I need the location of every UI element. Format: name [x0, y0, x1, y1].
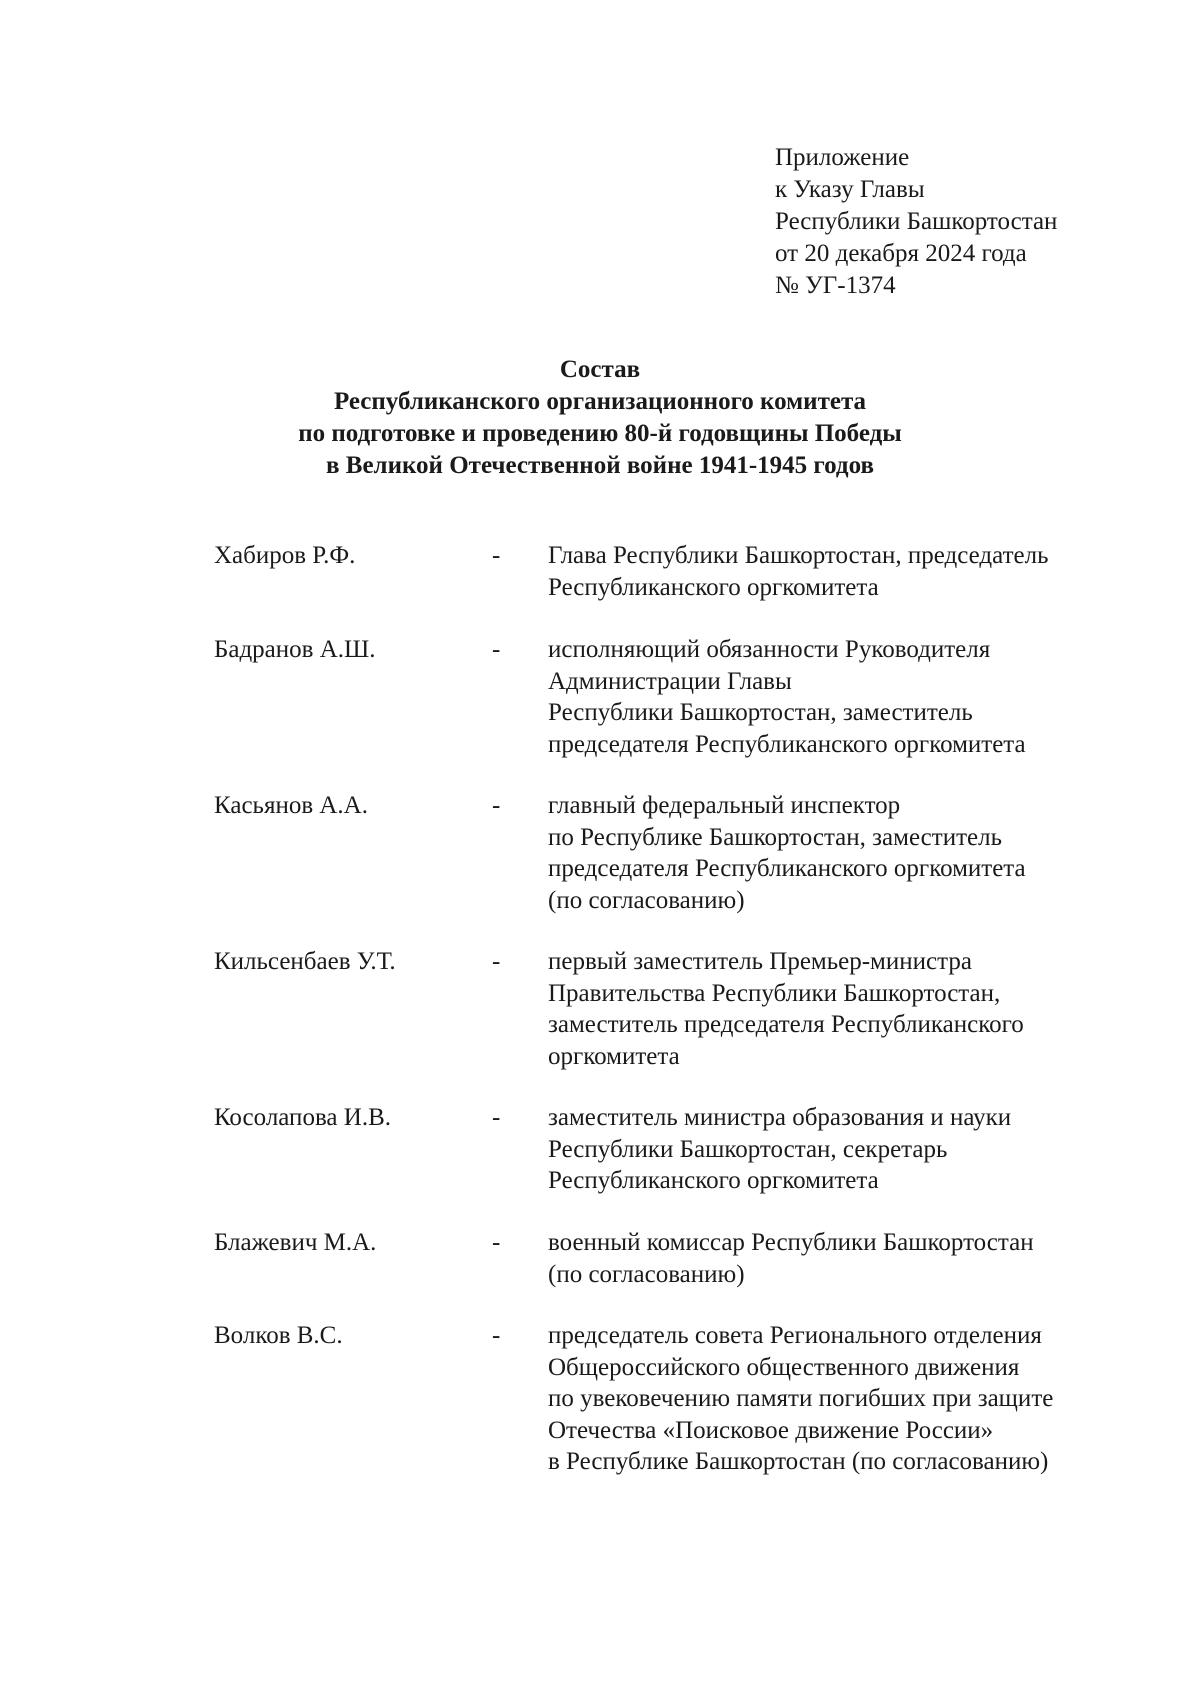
role-line: председателя Республиканского оргкомитета	[548, 855, 1026, 882]
member-dash: -	[492, 1229, 501, 1256]
role-line: Отечества «Поисковое движение России»	[548, 1416, 994, 1444]
member-name: Блажевич М.А.	[214, 1229, 377, 1256]
role-line: заместитель председателя Республиканского	[548, 1011, 1024, 1038]
role-line: Республики Башкортостан, заместитель	[548, 699, 973, 726]
member-dash: -	[492, 1322, 501, 1349]
role-line: Администрации Главы	[548, 667, 792, 695]
role-line: первый заместитель Премьер-министра	[548, 948, 972, 975]
title-line: в Великой Отечественной войне 1941-1945 годов	[326, 452, 874, 479]
member-dash: -	[492, 792, 501, 819]
appendix-line: № УГ-1374	[775, 272, 896, 299]
role-line: председатель совета Регионального отделения	[548, 1322, 1042, 1349]
member-dash: -	[492, 636, 501, 663]
role-line: Правительства Республики Башкортостан,	[548, 979, 1001, 1007]
member-name: Косолапова И.В.	[214, 1104, 391, 1131]
role-line: военный комиссар Республики Башкортостан	[548, 1229, 1034, 1256]
member-role	[548, 634, 1108, 760]
member-dash: -	[492, 948, 501, 975]
member-name: Хабиров Р.Ф.	[214, 542, 356, 569]
member-role	[548, 946, 1108, 1072]
member-dash: -	[492, 1104, 501, 1131]
role-line: Глава Республики Башкортостан, председатель	[548, 542, 1049, 569]
member-name: Волков В.С.	[214, 1322, 343, 1349]
role-line: по Республике Башкортостан, заместитель	[548, 823, 1002, 851]
role-line: (по согласованию)	[548, 886, 745, 914]
role-line: исполняющий обязанности Руководителя	[548, 636, 991, 663]
appendix-line: Приложение	[775, 144, 910, 171]
member-name: Бадранов А.Ш.	[214, 636, 376, 663]
appendix-block	[775, 142, 1057, 302]
role-line: в Республике Башкортостан (по согласованию)	[548, 1448, 1049, 1475]
title-line: Состав	[559, 356, 641, 383]
appendix-line: от 20 декабря 2024 года	[775, 240, 1027, 267]
appendix-line: к Указу Главы	[775, 176, 925, 203]
role-line: (по согласованию)	[548, 1260, 745, 1288]
title-line: по подготовке и проведению 80-й годовщины Победы	[298, 420, 902, 447]
role-line: Республики Башкортостан, секретарь	[548, 1135, 948, 1163]
role-line: заместитель министра образования и науки	[548, 1104, 1012, 1131]
role-line: оргкомитета	[548, 1042, 680, 1070]
member-name: Касьянов А.А.	[214, 792, 368, 819]
role-line: Общероссийского общественного движения	[548, 1353, 1020, 1381]
role-line: главный федеральный инспектор	[548, 792, 901, 819]
document-title	[0, 354, 1200, 482]
role-line: председателя Республиканского оргкомитета	[548, 730, 1026, 758]
appendix-line: Республики Башкортостан	[775, 208, 1058, 235]
role-line: Республиканского оргкомитета	[548, 573, 879, 601]
role-line: Республиканского оргкомитета	[548, 1167, 879, 1194]
member-role	[548, 540, 1108, 603]
member-role	[548, 1227, 1108, 1290]
member-role	[548, 790, 1108, 916]
member-dash: -	[492, 542, 501, 569]
member-role	[548, 1320, 1108, 1478]
member-role	[548, 1102, 1108, 1197]
member-name: Кильсенбаев У.Т.	[214, 948, 396, 975]
role-line: по увековечению памяти погибших при защите	[548, 1385, 1054, 1412]
title-line: Республиканского организационного комитета	[333, 388, 867, 415]
